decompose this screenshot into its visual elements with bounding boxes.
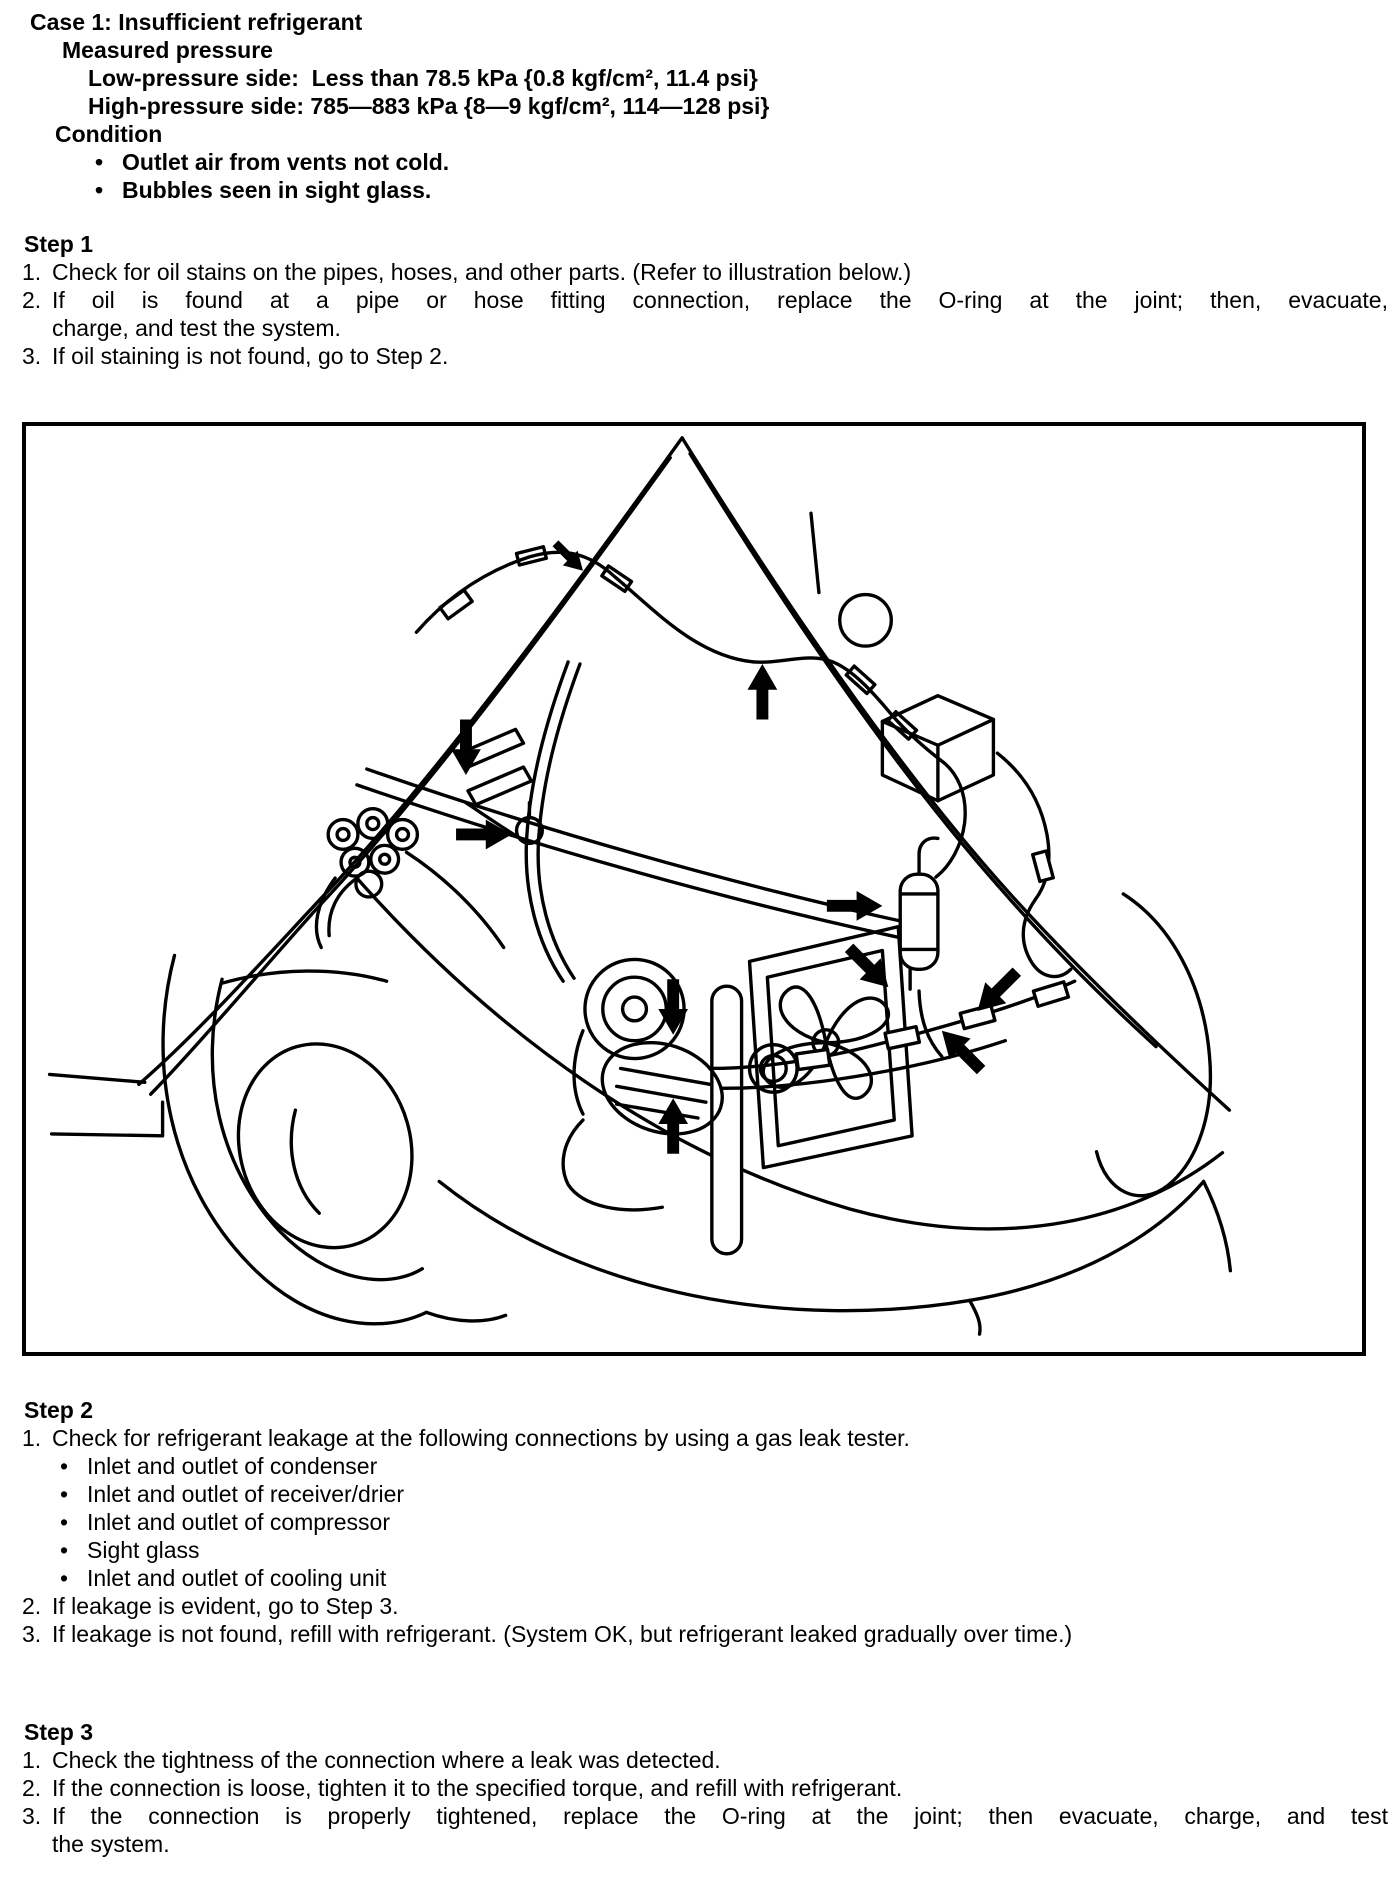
measured-pressure-heading: Measured pressure <box>62 37 273 63</box>
bullet-icon: • <box>60 1537 69 1563</box>
item-text <box>52 286 1388 342</box>
bullet-icon: • <box>60 1565 69 1591</box>
front-wheel <box>163 955 506 1323</box>
receiver-drier <box>900 838 938 989</box>
condition-item <box>0 148 1392 176</box>
item-text: If oil staining is not found, go to Step 2. <box>52 343 449 369</box>
bullet-icon: • <box>60 1509 69 1535</box>
item-number: 2. <box>22 287 42 313</box>
step-1-section <box>0 230 1392 370</box>
check-point-text: Inlet and outlet of condenser <box>87 1453 378 1479</box>
check-point-item <box>0 1452 1392 1480</box>
item-text: Check the tightness of the connection where a leak was detected. <box>52 1747 721 1773</box>
case-title: Case 1: Insufficient refrigerant <box>30 9 363 35</box>
step-1-heading: Step 1 <box>24 231 94 257</box>
bullet-icon: • <box>60 1481 69 1507</box>
item-number: 3. <box>22 343 42 369</box>
step-item <box>0 1802 1392 1858</box>
low-pressure-spec: Low-pressure side: Less than 78.5 kPa {0.8 kgf/cm², 11.4 psi} <box>88 65 758 91</box>
check-point-text: Sight glass <box>87 1537 200 1563</box>
step-2-section <box>0 1396 1392 1648</box>
step-2-heading: Step 2 <box>24 1397 94 1423</box>
item-number: 2. <box>22 1593 42 1619</box>
item-text-line: If the connection is properly tightened, replace the O-ring at the joint; then evacuate, charge, and test <box>52 1803 1388 1829</box>
engine-bay-figure <box>22 422 1366 1356</box>
step-item <box>0 258 1392 286</box>
item-text: Check for refrigerant leakage at the following connections by using a gas leak tester. <box>52 1425 910 1451</box>
connection-arrow <box>748 664 778 720</box>
car-body <box>50 438 1231 1334</box>
item-text: If leakage is evident, go to Step 3. <box>52 1593 399 1619</box>
engine-bay-illustration <box>26 426 1362 1352</box>
item-text: If leakage is not found, refill with refrigerant. (System OK, but refrigerant leaked gradually over time.) <box>52 1621 1073 1647</box>
bullet-icon: • <box>95 149 104 175</box>
step-item <box>0 1592 1392 1620</box>
check-point-text: Inlet and outlet of receiver/drier <box>87 1481 405 1507</box>
item-text: Check for oil stains on the pipes, hoses, and other parts. (Refer to illustration below.) <box>52 259 912 285</box>
battery-box <box>882 696 993 801</box>
check-point-item <box>0 1564 1392 1592</box>
step-item <box>0 1424 1392 1452</box>
check-point-text: Inlet and outlet of compressor <box>87 1509 390 1535</box>
condition-heading: Condition <box>55 121 163 147</box>
item-number: 1. <box>22 259 42 285</box>
high-pressure-spec: High-pressure side: 785—883 kPa {8—9 kgf/cm², 114—128 psi} <box>88 93 770 119</box>
item-number: 1. <box>22 1425 42 1451</box>
step-item <box>0 1774 1392 1802</box>
check-point-item <box>0 1508 1392 1536</box>
connection-arrow <box>931 1020 991 1080</box>
item-text <box>52 1802 1388 1858</box>
condition-item-text: Bubbles seen in sight glass. <box>122 177 432 203</box>
connection-arrow <box>658 1098 688 1154</box>
step-item <box>0 1620 1392 1648</box>
item-text-line: charge, and test the system. <box>52 315 341 341</box>
step-3-section <box>0 1718 1392 1858</box>
condition-item <box>0 176 1392 204</box>
step-item <box>0 342 1392 370</box>
bullet-icon: • <box>60 1453 69 1479</box>
engine-bay-rails <box>222 769 922 983</box>
item-text: If the connection is loose, tighten it to the specified torque, and refill with refrigerant. <box>52 1775 903 1801</box>
condition-item-text: Outlet air from vents not cold. <box>122 149 450 175</box>
step-item <box>0 1746 1392 1774</box>
item-text-line: the system. <box>52 1831 170 1857</box>
check-point-item <box>0 1536 1392 1564</box>
item-number: 2. <box>22 1775 42 1801</box>
item-number: 3. <box>22 1803 42 1829</box>
bullet-icon: • <box>95 177 104 203</box>
step-3-heading: Step 3 <box>24 1719 94 1745</box>
connection-arrow <box>839 937 899 997</box>
connection-arrow <box>456 820 512 850</box>
item-number: 1. <box>22 1747 42 1773</box>
step-item <box>0 286 1392 342</box>
check-point-item <box>0 1480 1392 1508</box>
item-text-line: If oil is found at a pipe or hose fitting connection, replace the O-ring at the joint; then, evacuate, <box>52 287 1388 313</box>
check-point-text: Inlet and outlet of cooling unit <box>87 1565 387 1591</box>
radiator-tube <box>712 986 742 1254</box>
item-number: 3. <box>22 1621 42 1647</box>
